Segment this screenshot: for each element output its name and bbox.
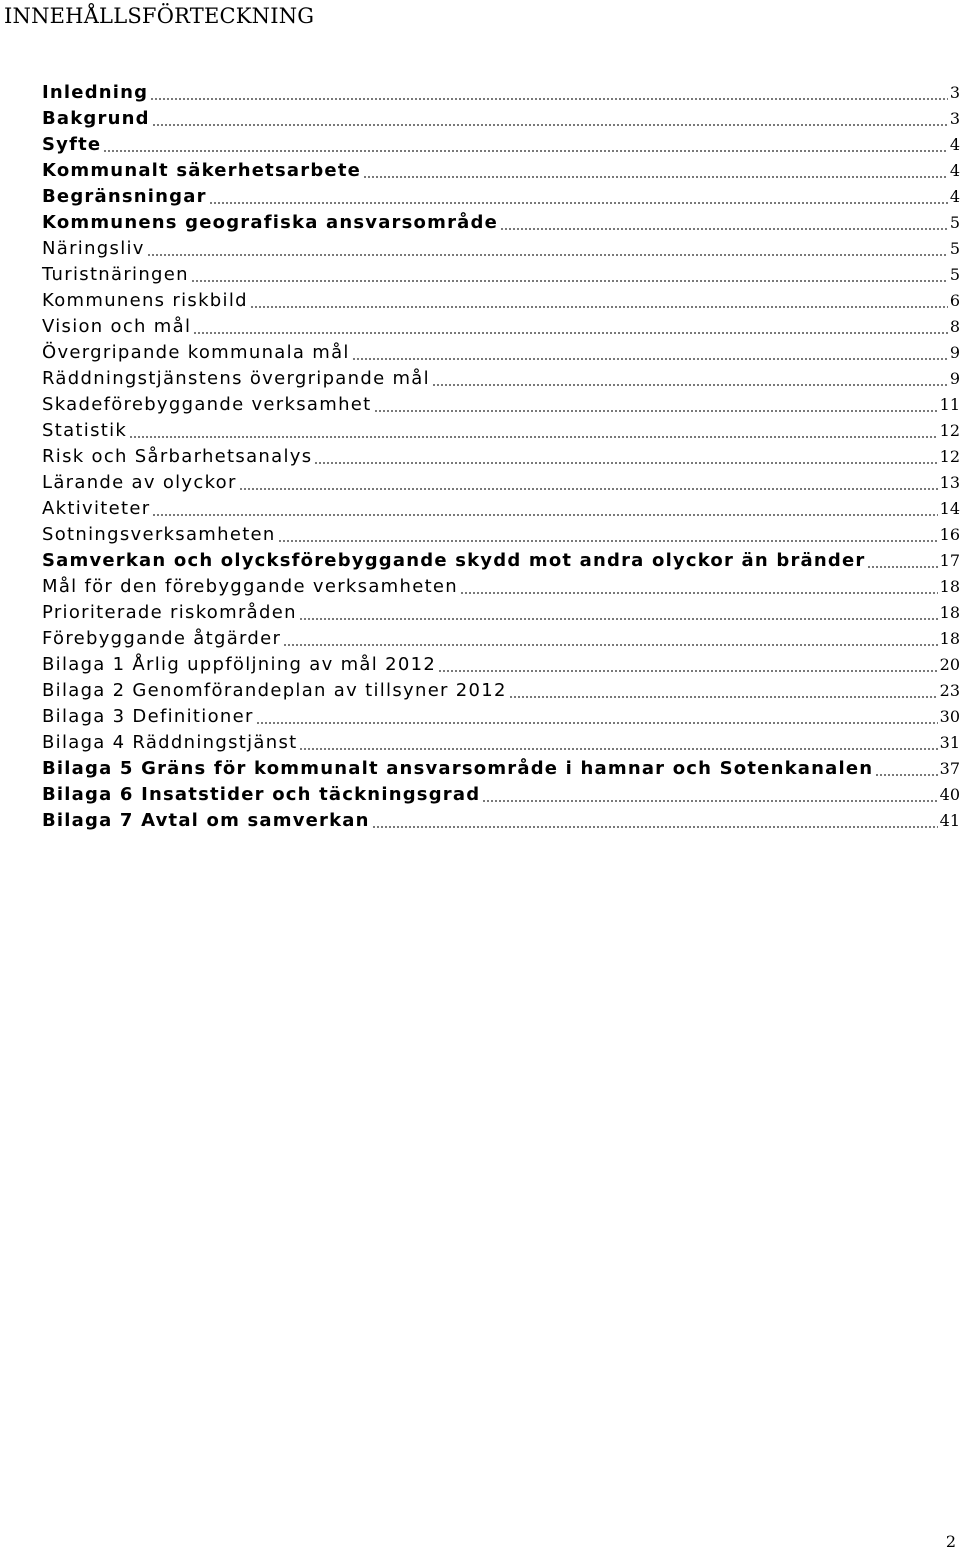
toc-entry-label: Samverkan och olycksförebyggande skydd mot andra olyckor än bränder xyxy=(42,550,866,571)
toc-entry-page: 40 xyxy=(939,785,960,804)
toc-entry-page: 20 xyxy=(939,655,960,674)
toc-entry-page: 41 xyxy=(939,811,960,830)
toc-entry-page: 8 xyxy=(949,317,960,336)
toc-entry-page: 11 xyxy=(939,395,960,414)
toc-leader-dots xyxy=(372,826,938,828)
toc-entry-label: Bilaga 1 Årlig uppföljning av mål 2012 xyxy=(42,654,437,675)
toc-entry[interactable] xyxy=(42,522,960,548)
toc-entry-page: 4 xyxy=(949,187,960,206)
toc-leader-dots xyxy=(875,774,937,776)
toc-entry[interactable] xyxy=(42,184,960,210)
toc-entry-page: 9 xyxy=(949,369,960,388)
toc-entry[interactable] xyxy=(42,782,960,808)
toc-entry[interactable] xyxy=(42,158,960,184)
toc-entry-page: 13 xyxy=(939,473,960,492)
toc-leader-dots xyxy=(363,176,948,178)
toc-entry-page: 5 xyxy=(949,213,960,232)
toc-leader-dots xyxy=(209,202,948,204)
toc-leader-dots xyxy=(152,124,948,126)
toc-leader-dots xyxy=(438,670,938,672)
toc-entry-label: Förebyggande åtgärder xyxy=(42,628,282,649)
toc-entry[interactable] xyxy=(42,80,960,106)
toc-entry[interactable] xyxy=(42,288,960,314)
toc-leader-dots xyxy=(278,540,938,542)
toc-leader-dots xyxy=(299,618,938,620)
toc-entry-page: 37 xyxy=(939,759,960,778)
toc-entry-label: Bilaga 2 Genomförandeplan av tillsyner 2012 xyxy=(42,680,507,701)
toc-entry-page: 5 xyxy=(949,239,960,258)
toc-entry-label: Syfte xyxy=(42,134,102,155)
toc-entry-page: 17 xyxy=(939,551,960,570)
toc-entry-page: 31 xyxy=(939,733,960,752)
toc-leader-dots xyxy=(314,462,937,464)
toc-entry[interactable] xyxy=(42,678,960,704)
toc-entry[interactable] xyxy=(42,470,960,496)
toc-entry[interactable] xyxy=(42,730,960,756)
toc-leader-dots xyxy=(103,150,947,152)
toc-entry[interactable] xyxy=(42,132,960,158)
toc-leader-dots xyxy=(500,228,948,230)
toc-entry-label: Övergripande kommunala mål xyxy=(42,342,350,363)
toc-entry-label: Kommunalt säkerhetsarbete xyxy=(42,160,362,181)
toc-entry-page: 12 xyxy=(939,421,960,440)
toc-leader-dots xyxy=(482,800,937,802)
toc-entry-label: Bilaga 3 Definitioner xyxy=(42,706,254,727)
toc-entry-page: 16 xyxy=(939,525,960,544)
toc-entry-page: 5 xyxy=(949,265,960,284)
toc-entry[interactable] xyxy=(42,340,960,366)
toc-entry-label: Bilaga 5 Gräns för kommunalt ansvarsområde i hamnar och Sotenkanalen xyxy=(42,758,874,779)
toc-entry[interactable] xyxy=(42,626,960,652)
toc-entry-label: Turistnäringen xyxy=(42,264,189,285)
toc-entry[interactable] xyxy=(42,418,960,444)
toc-entry-label: Skadeförebyggande verksamhet xyxy=(42,394,372,415)
toc-entry-label: Bakgrund xyxy=(42,108,150,129)
toc-entry-label: Bilaga 6 Insatstider och täckningsgrad xyxy=(42,784,481,805)
page-title: INNEHÅLLSFÖRTECKNING xyxy=(4,4,315,28)
toc-entry-page: 4 xyxy=(949,135,960,154)
toc-entry-label: Sotningsverksamheten xyxy=(42,524,276,545)
toc-entry[interactable] xyxy=(42,652,960,678)
toc-entry[interactable] xyxy=(42,808,960,834)
toc-entry[interactable] xyxy=(42,106,960,132)
page-number: 2 xyxy=(945,1532,956,1551)
toc-leader-dots xyxy=(867,566,937,568)
toc-leader-dots xyxy=(239,488,938,490)
toc-entry[interactable] xyxy=(42,574,960,600)
toc-entry[interactable] xyxy=(42,704,960,730)
toc-entry-label: Bilaga 4 Räddningstjänst xyxy=(42,732,298,753)
toc-entry[interactable] xyxy=(42,314,960,340)
toc-entry-page: 9 xyxy=(949,343,960,362)
toc-entry-label: Statistik xyxy=(42,420,128,441)
toc-entry-page: 18 xyxy=(939,629,960,648)
toc-entry[interactable] xyxy=(42,366,960,392)
toc-leader-dots xyxy=(250,306,948,308)
toc-entry[interactable] xyxy=(42,600,960,626)
toc-leader-dots xyxy=(432,384,948,386)
toc-entry-label: Risk och Sårbarhetsanalys xyxy=(42,446,313,467)
toc-entry-label: Aktiviteter xyxy=(42,498,151,519)
toc-entry-page: 3 xyxy=(949,83,960,102)
toc-leader-dots xyxy=(191,280,948,282)
toc-entry[interactable] xyxy=(42,236,960,262)
toc-entry-page: 3 xyxy=(949,109,960,128)
toc-leader-dots xyxy=(193,332,948,334)
toc-leader-dots xyxy=(152,514,937,516)
toc-entry-label: Prioriterade riskområden xyxy=(42,602,297,623)
table-of-contents xyxy=(42,80,960,834)
toc-leader-dots xyxy=(129,436,938,438)
toc-entry-label: Vision och mål xyxy=(42,316,192,337)
toc-entry-page: 14 xyxy=(939,499,960,518)
toc-entry-label: Begränsningar xyxy=(42,186,207,207)
toc-entry-page: 18 xyxy=(939,577,960,596)
toc-entry-label: Näringsliv xyxy=(42,238,145,259)
toc-entry-label: Kommunens riskbild xyxy=(42,290,248,311)
toc-entry-page: 6 xyxy=(949,291,960,310)
toc-leader-dots xyxy=(509,696,938,698)
toc-entry[interactable] xyxy=(42,756,960,782)
toc-entry-page: 23 xyxy=(939,681,960,700)
toc-entry[interactable] xyxy=(42,210,960,236)
toc-entry-page: 12 xyxy=(939,447,960,466)
toc-entry-label: Lärande av olyckor xyxy=(42,472,237,493)
toc-entry-page: 4 xyxy=(949,161,960,180)
toc-entry[interactable] xyxy=(42,392,960,418)
toc-entry[interactable] xyxy=(42,548,960,574)
toc-leader-dots xyxy=(283,644,937,646)
toc-entry-label: Inledning xyxy=(42,82,149,103)
toc-entry-label: Räddningstjänstens övergripande mål xyxy=(42,368,430,389)
toc-entry[interactable] xyxy=(42,496,960,522)
toc-entry-page: 30 xyxy=(939,707,960,726)
toc-leader-dots xyxy=(256,722,938,724)
toc-entry-label: Mål för den förebyggande verksamheten xyxy=(42,576,459,597)
toc-leader-dots xyxy=(147,254,948,256)
toc-leader-dots xyxy=(150,98,948,100)
toc-leader-dots xyxy=(299,748,937,750)
toc-leader-dots xyxy=(352,358,948,360)
toc-entry[interactable] xyxy=(42,262,960,288)
toc-entry-page: 18 xyxy=(939,603,960,622)
toc-entry-label: Kommunens geografiska ansvarsområde xyxy=(42,212,498,233)
toc-leader-dots xyxy=(374,410,938,412)
toc-entry-label: Bilaga 7 Avtal om samverkan xyxy=(42,810,370,831)
toc-entry[interactable] xyxy=(42,444,960,470)
toc-leader-dots xyxy=(460,592,938,594)
